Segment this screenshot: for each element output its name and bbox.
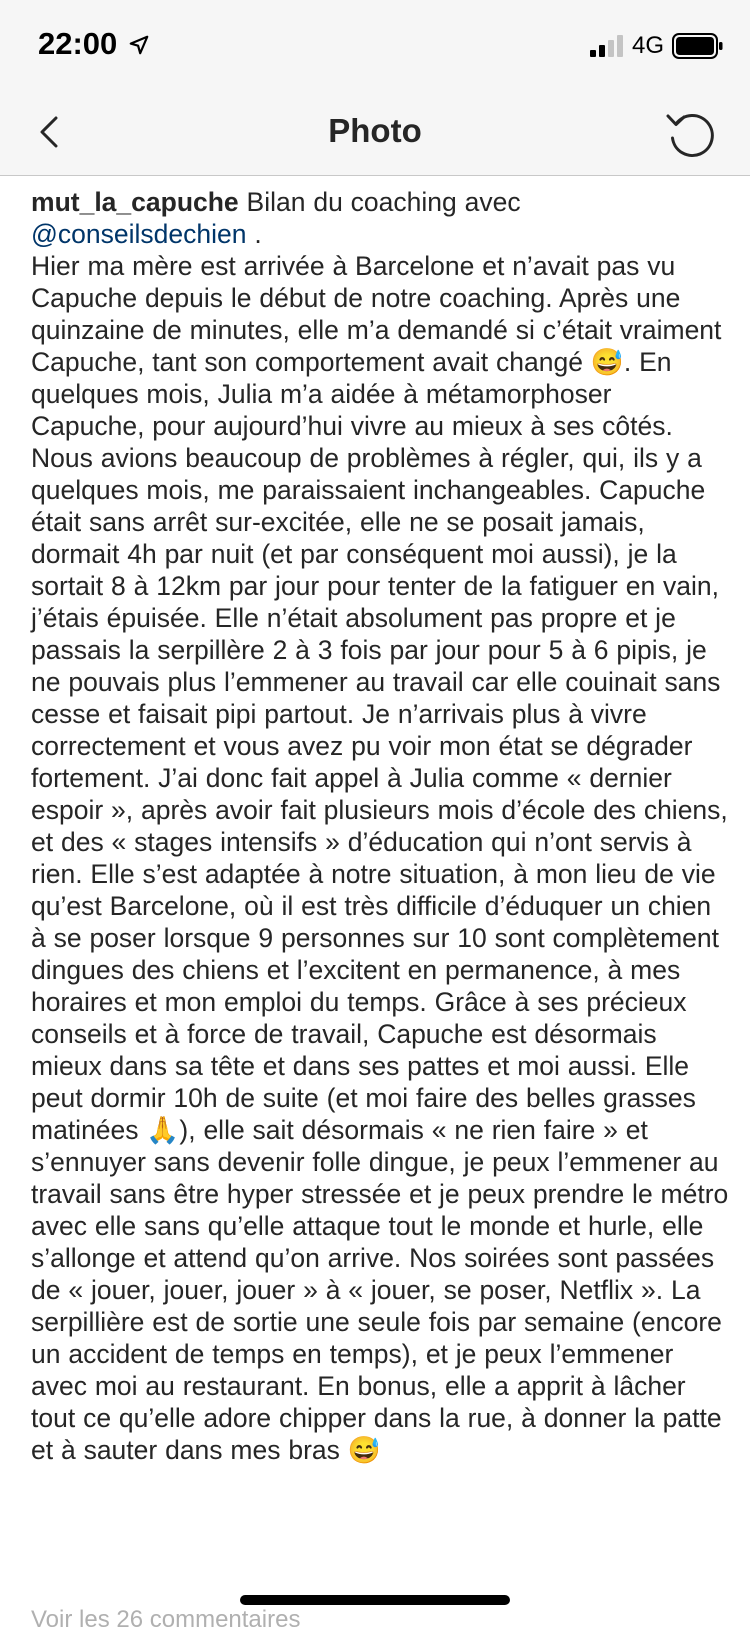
page-title: Photo <box>328 112 422 149</box>
refresh-icon[interactable] <box>662 104 722 164</box>
battery-icon <box>672 32 724 60</box>
location-arrow-icon <box>128 34 150 56</box>
sweat-smile-emoji: 😅 <box>347 1435 381 1465</box>
post-caption <box>31 186 731 1466</box>
network-label: 4G <box>632 32 665 59</box>
sweat-smile-emoji: 😅 <box>590 347 624 377</box>
home-indicator <box>240 1595 510 1605</box>
signal-bars-icon <box>590 35 626 57</box>
caption-after-mention: . <box>246 219 262 249</box>
caption-mention[interactable]: @conseilsdechien <box>31 219 247 249</box>
caption-intro: Bilan du coaching avec <box>246 187 521 217</box>
status-time: 22:00 <box>38 26 118 61</box>
caption-username[interactable]: mut_la_capuche <box>31 187 239 217</box>
caption-body-part2: . En quelques mois, Julia m’a aidée à métamorphoser Capuche, pour aujourd’hui vivre au mieux à ses côtés. Nous avions beaucoup de problèmes à régler, qui, ils y a quelques mois, me paraissaient inchangeables. Capuche était sans arrêt sur-excitée, elle ne se posait jamais, dormait 4h par nuit (et par conséquent moi aussi), je la sortait 8 à 12km par jour pour tenter de la fatiguer en vain, j’étais épuisée. Elle n’était absolument pas propre et je passais la serpillère 2 à 3 fois par jour pour 5 à 6 pipis, je ne pouvais plus l’emmener au travail car elle couinait sans cesse et faisait pipi partout. Je n’arrivais plus à vivre correctement et vous avez pu voir mon état se dégrader fortement. J’ai donc fait appel à Julia comme « dernier espoir », après avoir fait plusieurs mois d’école des chiens, et des « stages intensifs » d’éducation qui n’ont servis à rien. Elle s’est adaptée à notre situation, à mon lieu de vie qu’est Barcelone, où il est très difficile d’éduquer un chien à se poser lorsque 9 personnes sur 10 sont complètement dingues des chiens et l’excitent en permanence, à mes horaires et mon emploi du temps. Grâce à ses précieux conseils et à force de travail, Capuche est désormais mieux dans sa tête et dans ses pattes et moi aussi. Elle peut dormir 10h de suite (et moi faire des belles grasses matinées <box>31 347 728 1145</box>
view-comments-link[interactable]: Voir les 26 commentaires <box>31 1606 301 1633</box>
caption-body-part1: Hier ma mère est arrivée à Barcelone et n’avait pas vu Capuche depuis le début de notre coaching. Après une quinzaine de minutes, elle m’a demandé si c’était vraiment Capuche, tant son comportement avait changé <box>31 251 722 377</box>
status-bar <box>0 0 750 92</box>
folded-hands-emoji: 🙏 <box>146 1115 180 1145</box>
caption-body-part3: ), elle sait désormais « ne rien faire » et s’ennuyer sans devenir folle dingue, je peux l’emmener au travail sans être hyper stressée et je peux prendre le métro avec elle sans qu’elle attaque tout le monde et hurle, elle s’allonge et attend qu’on arrive. Nos soirées sont passées de « jouer, jouer, jouer » à « jouer, se poser, Netflix ». La serpillière est de sortie une seule fois par semaine (encore un accident de temps en temps), et je peux l’emmener avec moi au restaurant. En bonus, elle a apprit à lâcher tout ce qu’elle adore chipper dans la rue, à donner la patte et à sauter dans mes bras <box>31 1115 729 1465</box>
navigation-bar <box>0 92 750 176</box>
